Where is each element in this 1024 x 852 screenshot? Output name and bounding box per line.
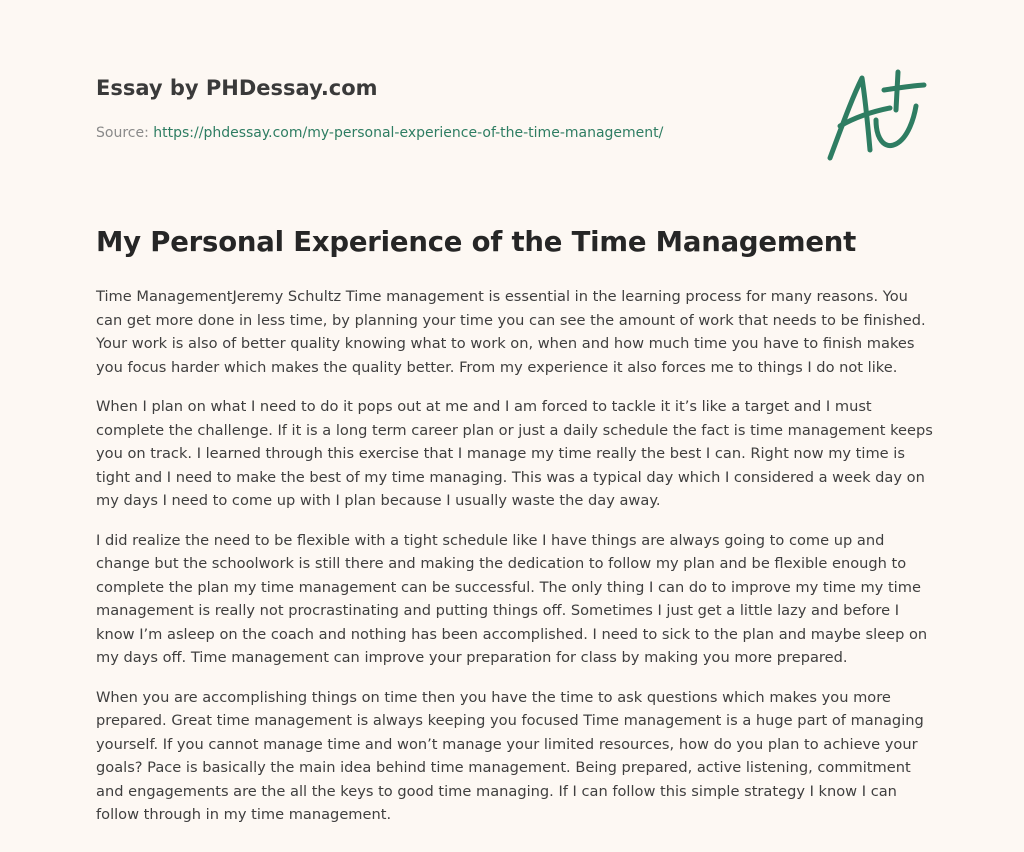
source-label: Source:	[96, 125, 154, 141]
essay-paragraph: Time ManagementJeremy Schultz Time management is essential in the learning process for many reasons. You can get more done in less time, by planning your time you can see the amount of work that needs to be finished. Your work is also of better quality knowing what to work on, when and how much time you have to finish makes you focus harder which makes the quality better. From my experience it also forces me to things I do not like.	[96, 288, 926, 376]
essay-paragraph: I did realize the need to be flexible with a tight schedule like I have things are always going to come up and change but the schoolwork is still there and making the dedication to follow my plan and be flexible enough to complete the plan my time management can be successful. The only thing I can do to improve my time my time management is really not procrastinating and putting things off. Sometimes I just get a little lazy and before I know I’m asleep on the coach and nothing has been accomplished. I need to sick to the plan and maybe sleep on my days off. Time management can improve your preparation for class by making you more prepared.	[96, 531, 928, 666]
essay-paragraph: When I plan on what I need to do it pops out at me and I am forced to tackle it it’s like a target and I must complete the challenge. If it is a long term career plan or just a daily schedule the fact is time management keeps you on track. I learned through this exercise that I manage my time really the best I can. Right now my time is tight and I need to make the best of my time managing. This was a typical day which I considered a week day on my days I need to come up with I plan because I usually waste the day away.	[96, 398, 933, 509]
source-link[interactable]: https://phdessay.com/my-personal-experience-of-the-time-management/	[153, 125, 664, 141]
site-brand: Essay by PHDessay.com	[96, 76, 378, 100]
essay-body	[96, 285, 936, 843]
essay-title: My Personal Experience of the Time Management	[96, 226, 857, 258]
essay-paragraph: When you are accomplishing things on time then you have the time to ask questions which makes you more prepared. Great time management is always keeping you focused Time management is a huge part of managing yourself. If you cannot manage time and won’t manage your limited resources, how do you plan to achieve your goals? Pace is basically the main idea behind time management. Being prepared, active listening, commitment and engagements are the all the keys to good time managing. If I can follow this simple strategy I know I can follow through in my time management.	[96, 688, 924, 823]
source-line	[96, 125, 663, 141]
a-plus-logo-icon	[818, 66, 928, 166]
